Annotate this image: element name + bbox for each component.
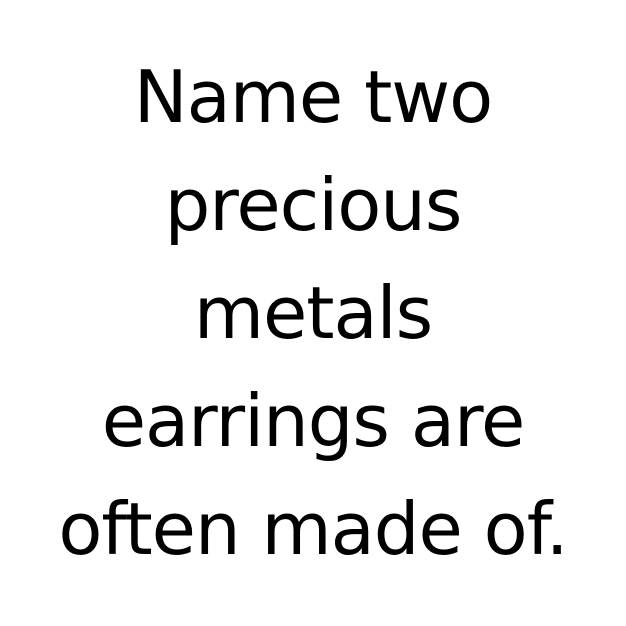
question-line-4: earrings are bbox=[101, 379, 525, 463]
question-text bbox=[0, 43, 626, 583]
question-line-5: often made of. bbox=[58, 487, 568, 571]
question-line-2: precious bbox=[164, 163, 462, 247]
question-line-1: Name two bbox=[133, 55, 493, 139]
question-line-3: metals bbox=[193, 271, 433, 355]
